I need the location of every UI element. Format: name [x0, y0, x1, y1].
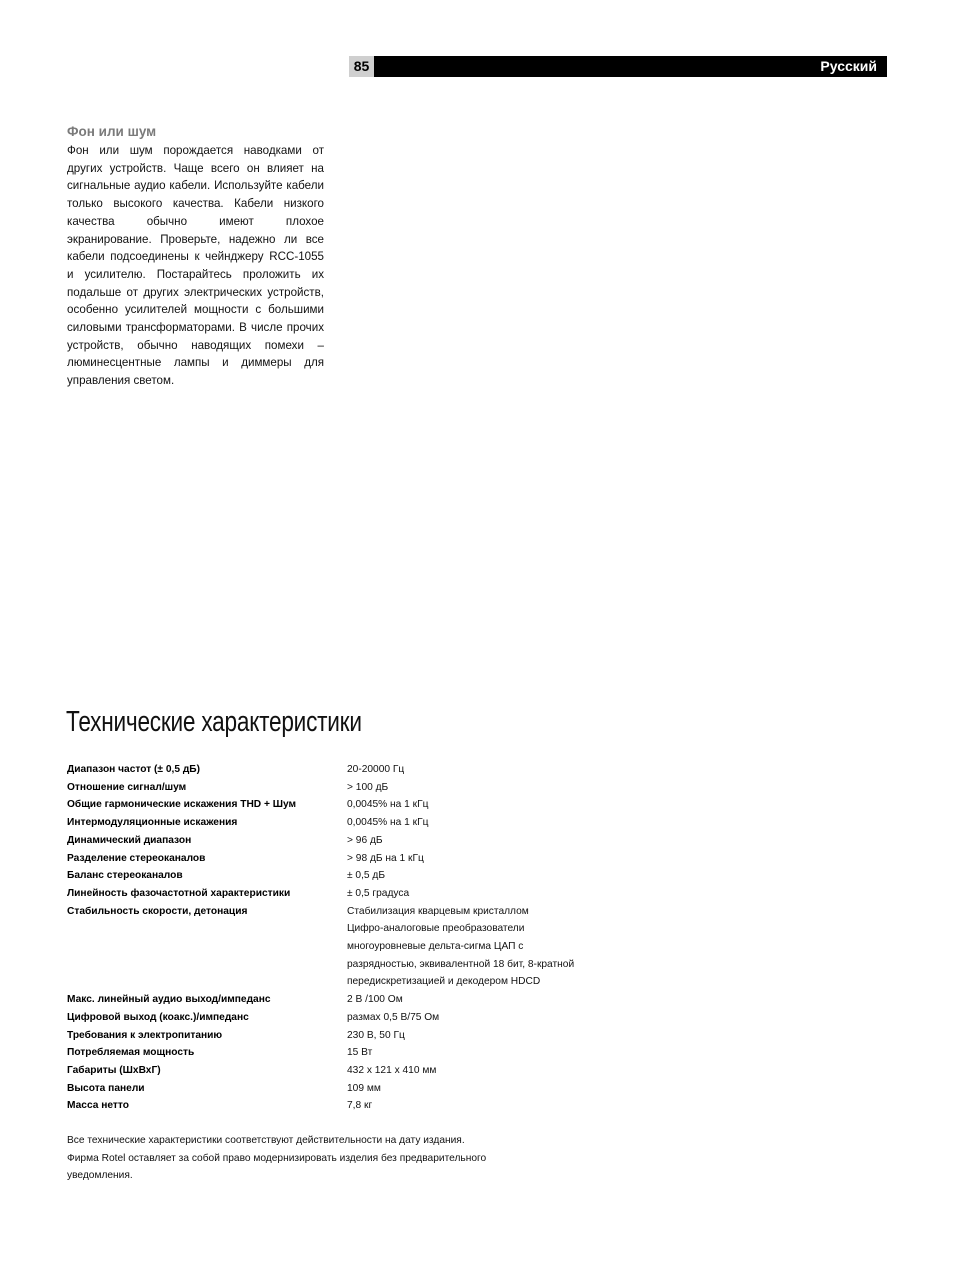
spec-value: Стабилизация кварцевым кристаллом — [347, 905, 529, 917]
spec-value: ± 0,5 дБ — [347, 870, 386, 882]
spec-value: 109 мм — [347, 1082, 381, 1094]
spec-value: 7,8 кг — [347, 1100, 373, 1112]
spec-values — [347, 850, 667, 868]
spec-values — [347, 1097, 667, 1115]
spec-value: 432 x 121 x 410 мм — [347, 1064, 437, 1076]
spec-row — [67, 796, 667, 814]
spec-row — [67, 867, 667, 885]
spec-values — [347, 1062, 667, 1080]
spec-value: размах 0,5 В/75 Ом — [347, 1011, 440, 1023]
footnote-line: Все технические характеристики соответствуют действительности на дату издания. — [67, 1135, 465, 1146]
spec-name: Диапазон частот (± 0,5 дБ) — [67, 764, 201, 775]
spec-name: Разделение стереоканалов — [67, 852, 206, 864]
spec-values — [347, 1080, 667, 1098]
spec-value: 0,0045% на 1 кГц — [347, 817, 429, 829]
spec-value: Цифро-аналоговые преобразователи — [347, 923, 525, 935]
spec-value: разрядностью, эквивалентной 18 бит, 8-кратной — [347, 958, 575, 970]
spec-row — [67, 1027, 667, 1045]
spec-values — [347, 867, 667, 885]
page-number: 85 — [349, 56, 374, 77]
spec-values — [347, 885, 667, 903]
spec-values — [347, 1009, 667, 1027]
spec-name: Динамический диапазон — [67, 834, 192, 846]
spec-row — [67, 885, 667, 903]
spec-row — [67, 903, 667, 992]
footnote — [67, 1132, 587, 1185]
spec-values — [347, 1044, 667, 1062]
spec-value: > 98 дБ на 1 кГц — [347, 852, 424, 864]
spec-name: Баланс стереоканалов — [67, 870, 183, 882]
spec-row — [67, 1009, 667, 1027]
spec-name: Макс. линейный аудио выход/импеданс — [67, 994, 271, 1006]
spec-name: Общие гармонические искажения THD + Шум — [67, 799, 297, 811]
spec-values — [347, 991, 667, 1009]
spec-value: 15 Вт — [347, 1047, 373, 1059]
spec-row — [67, 1062, 667, 1080]
spec-row — [67, 779, 667, 797]
spec-row — [67, 761, 667, 779]
footnote-line: уведомления. — [67, 1170, 133, 1182]
footnote-line: Фирма Rotel оставляет за собой право модернизировать изделия без предварительного — [67, 1152, 487, 1164]
spec-values — [347, 1027, 667, 1045]
spec-row — [67, 1044, 667, 1062]
spec-values — [347, 761, 667, 779]
spec-values — [347, 832, 667, 850]
spec-value: > 96 дБ — [347, 834, 383, 846]
spec-name: Высота панели — [67, 1082, 145, 1094]
language-label: Русский — [820, 58, 877, 74]
spec-row — [67, 991, 667, 1009]
spec-value: 20-20000 Гц — [347, 764, 405, 775]
section-body: Фон или шум порождается наводками от других устройств. Чаще всего он влияет на сигнальные аудио кабели. Используйте кабели только высокого качества. Кабели низкого качества обычно имеют плохое экранирование. Проверьте, надежно ли все кабели подсоединены к чейнджеру RCC-1055 и усилителю. Постарайтесь проложить их подальше от других электрических устройств, особенно усилителей мощности с большими силовыми трансформаторами. В числе прочих устройств, обычно наводящих помехи – люминесцентные лампы и диммеры для управления светом. — [67, 144, 324, 388]
spec-row — [67, 1097, 667, 1115]
spec-row — [67, 1080, 667, 1098]
spec-value: ± 0,5 градуса — [347, 887, 410, 899]
spec-value: > 100 дБ — [347, 781, 389, 793]
spec-name: Цифровой выход (коакс.)/импеданс — [67, 1011, 249, 1023]
spec-name: Требования к электропитанию — [67, 1029, 223, 1041]
spec-name: Интермодуляционные искажения — [67, 817, 238, 829]
spec-name: Потребляемая мощность — [67, 1047, 195, 1059]
spec-value: многоуровневые дельта-сигма ЦАП с — [347, 941, 524, 953]
spec-values — [347, 779, 667, 797]
spec-value: 230 В, 50 Гц — [347, 1029, 405, 1041]
specs-title: Технические характеристики — [66, 706, 362, 738]
spec-values — [347, 903, 667, 992]
spec-name: Отношение сигнал/шум — [67, 781, 187, 793]
spec-row — [67, 814, 667, 832]
specs-table — [67, 761, 667, 1115]
spec-name: Стабильность скорости, детонация — [67, 905, 248, 917]
header-bar — [374, 56, 887, 77]
spec-value: 0,0045% на 1 кГц — [347, 799, 429, 811]
spec-name: Масса нетто — [67, 1100, 129, 1112]
spec-row — [67, 850, 667, 868]
spec-values — [347, 814, 667, 832]
spec-row — [67, 832, 667, 850]
spec-name: Габариты (ШхВхГ) — [67, 1064, 161, 1076]
section-heading: Фон или шум — [67, 124, 157, 139]
spec-name: Линейность фазочастотной характеристики — [67, 887, 291, 899]
spec-values — [347, 796, 667, 814]
spec-value: передискретизацией и декодером HDCD — [347, 976, 541, 988]
spec-value: 2 В /100 Ом — [347, 994, 403, 1006]
